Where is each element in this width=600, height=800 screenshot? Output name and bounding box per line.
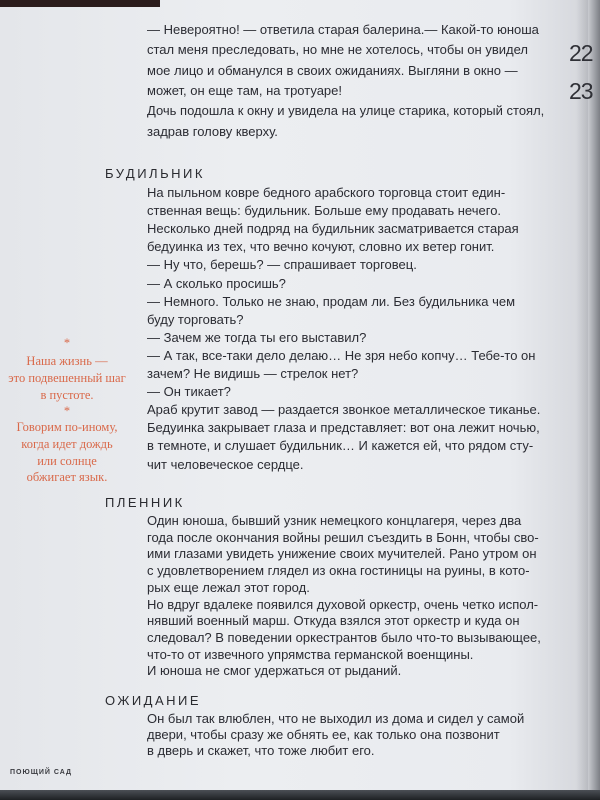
text-line: — А сколько просишь? [147,275,286,291]
margin-quote-line: или солнце [37,454,97,468]
text-line: На пыльном ковре бедного арабского торговца стоит един- [147,185,506,200]
text-line: — А так, все-таки дело делаю… Не зря небо копчу… Тебе-то он [147,347,536,363]
text-line: Араб крутит завод — раздается звонкое металлическое тиканье. [147,402,541,418]
page-number: 22 [569,40,593,66]
text-line: мое лицо и обманулся в своих ожиданиях. Выгляни в окно — [147,63,518,78]
text-line: зачем? Не видишь — стрелок нет? [147,366,359,381]
text-line: — Зачем же тогда ты его выставил? [147,329,367,345]
text-line: в дверь и скажет, что тоже любит его. [147,743,375,758]
running-footer: ПОЮЩИЙ САД [10,769,73,776]
text-line: — Ну что, берешь? — спрашивает торговец. [147,257,417,273]
margin-quote-line: * [63,404,71,418]
section-heading: ОЖИДАНИЕ [105,693,202,708]
margin-quote-line: Наша жизнь — [26,354,108,368]
background-edge [0,0,160,7]
margin-quote-line: * [63,336,71,350]
text-line: рых еще лежал этот город. [147,579,310,595]
text-line: нявший военный марш. Откуда взялся этот оркестр и куда он [147,613,520,629]
text-line: И юноша не смог удержаться от рыданий. [147,663,402,679]
text-line: буду торговать? [147,311,244,327]
margin-quote-line: когда идет дождь [21,437,113,451]
background-edge-bottom [0,790,600,800]
text-line: чит человеческое сердце. [147,456,304,472]
text-line: ственная вещь: будильник. Больше ему продавать нечего. [147,203,502,219]
text-line: ими глазами увидеть унижение своих мучителей. Рано утром он [147,546,537,562]
page-edge [588,0,600,800]
margin-quote-line: Говорим по-иному, [16,420,118,434]
margin-quote-line: обжигает язык. [26,470,108,484]
text-line: Дочь подошла к окну и увидела на улице старика, который стоял, [147,103,545,118]
text-line: Бедуинка закрывает глаза и представляет: вот она лежит ночью, [147,420,540,436]
text-line: бедуинка из тех, что вечно кочуют, словно их ветер гонит. [147,239,495,255]
text-line: следовал? В поведении оркестрантов было что-то вызывающее, [147,629,541,645]
text-line: двери, чтобы сразу же обнять ее, как только она позвонит [147,727,500,742]
text-line: стал меня преследовать, но мне не хотелось, чтобы он увидел [147,42,528,57]
text-line: с удовлетворением глядел из окна гостиницы на руины, в кото- [147,563,530,579]
text-line: — Немного. Только не знаю, продам ли. Без будильника чем [147,293,516,309]
margin-quote-line: это подвешенный шаг [8,371,126,385]
text-line: — Невероятно! — ответила старая балерина.— Какой-то юноша [147,22,539,37]
section-heading: ПЛЕННИК [105,495,185,510]
text-line: Один юноша, бывший узник немецкого концлагеря, через два [147,513,522,528]
text-line: в темноте, и слушает будильник… И кажется ей, что рядом сту- [147,438,534,454]
text-line: Несколько дней подряд на будильник засматривается старая [147,221,519,237]
section-heading: БУДИЛЬНИК [105,166,205,181]
text-line: Но вдруг вдалеке появился духовой оркестр, очень четко испол- [147,596,539,612]
text-line: — Он тикает? [147,384,231,400]
text-line: что-то от извечного упрямства германской военщины. [147,646,474,662]
text-line: может, он еще там, на тротуаре! [147,83,342,98]
text-line: года после окончания войны решил съездить в Бонн, чтобы сво- [147,529,539,545]
page-number: 23 [569,78,593,104]
text-line: Он был так влюблен, что не выходил из дома и сидел у самой [147,711,525,726]
margin-quote-line: в пустоте. [40,388,94,402]
text-line: задрав голову кверху. [147,124,278,139]
